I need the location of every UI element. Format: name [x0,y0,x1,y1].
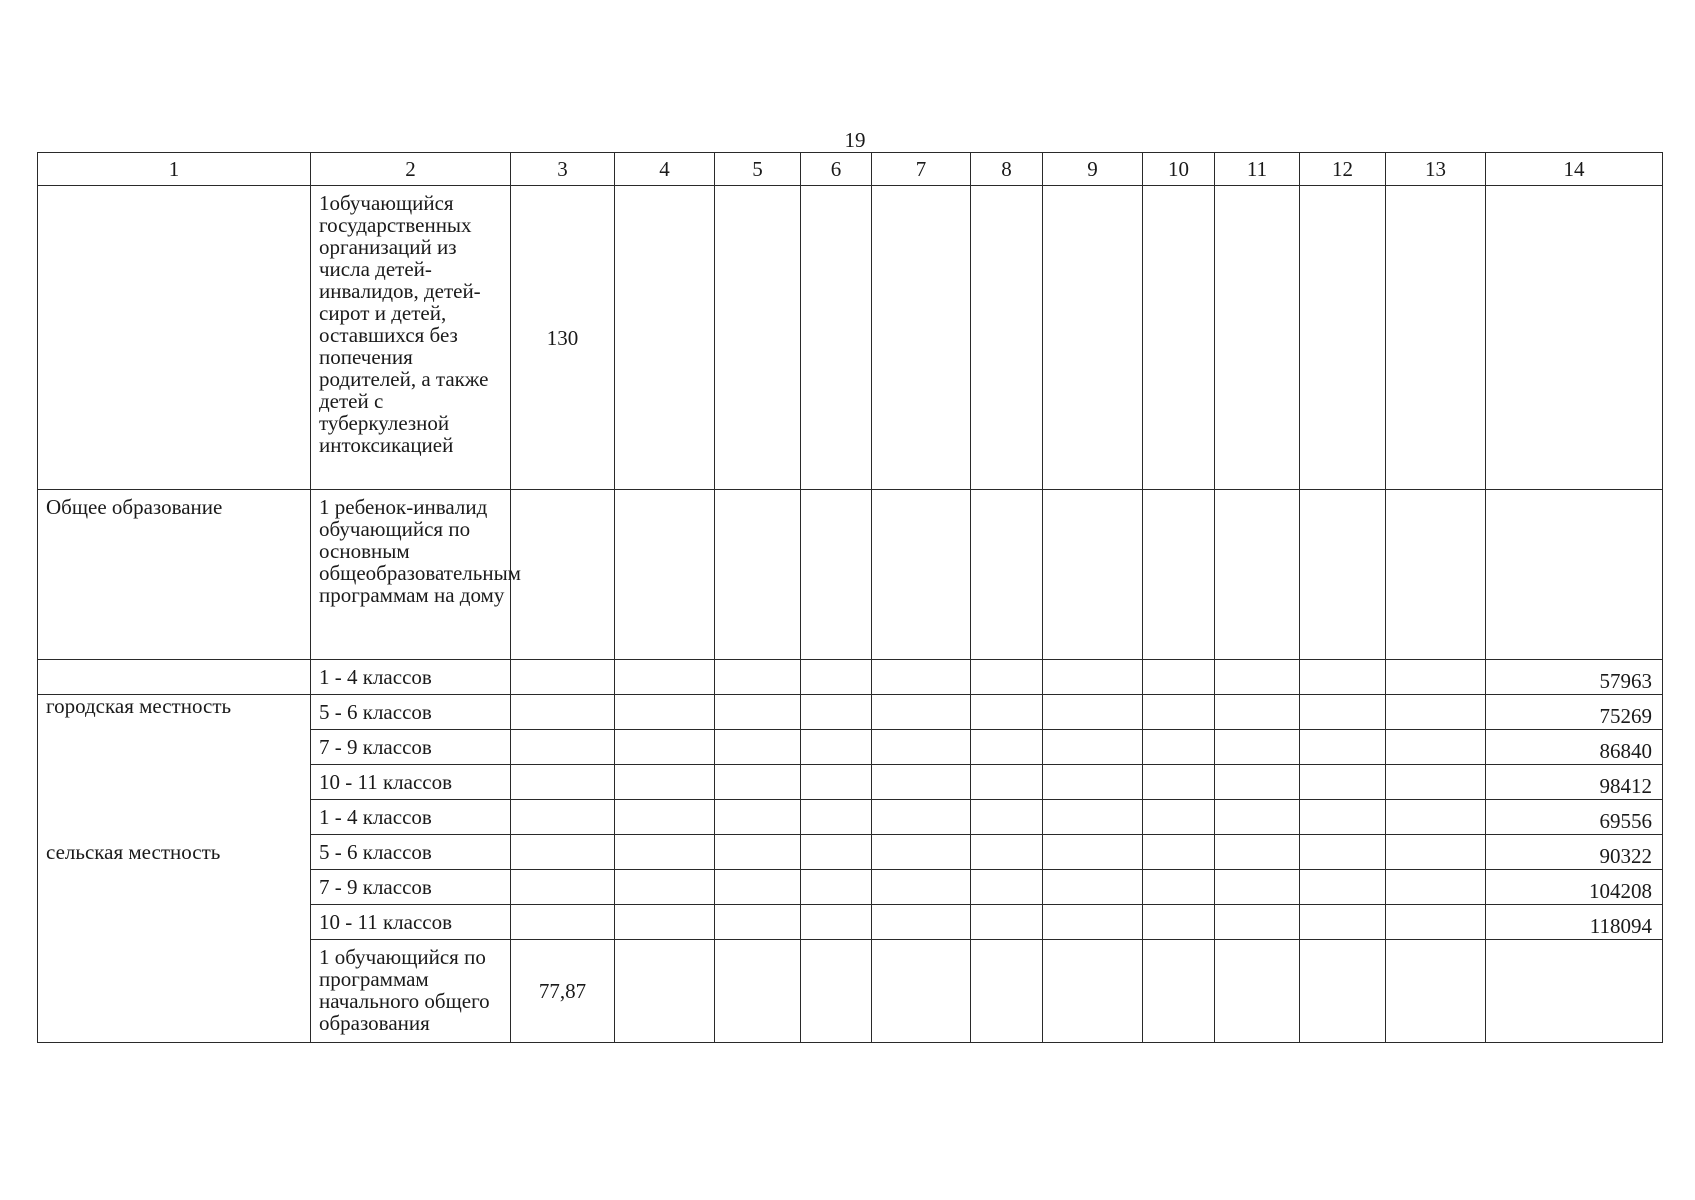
cell-empty [715,765,801,800]
cell-empty [1215,186,1300,490]
cell-empty [1143,186,1215,490]
cell-empty [1386,730,1486,765]
table-row [38,660,1663,695]
cell-empty [615,765,715,800]
grade-range-cell: 7 - 9 классов [311,870,511,905]
cell-empty [38,800,311,835]
cell-empty [1215,940,1300,1043]
cell-empty [971,490,1043,660]
cell-empty [1143,490,1215,660]
cell-empty [1043,660,1143,695]
cell-empty [971,765,1043,800]
cell-empty [615,186,715,490]
cell-empty [1215,490,1300,660]
header-col-6: 6 [801,153,872,186]
cell-empty [1043,765,1143,800]
cell-empty [801,940,872,1043]
cell-empty [1215,800,1300,835]
cell-empty [715,905,801,940]
cell-empty [615,695,715,730]
cell-empty [872,870,971,905]
cell-empty [511,905,615,940]
section-label: Общее образование [38,490,311,660]
cell-empty [1386,835,1486,870]
table-row [38,695,1663,730]
cell-empty [38,765,311,800]
header-col-5: 5 [715,153,801,186]
cell-empty [1386,695,1486,730]
cell-empty [872,186,971,490]
tariff-table [37,152,1663,1043]
cell-empty [615,660,715,695]
cell-empty [971,870,1043,905]
cell-empty [1043,730,1143,765]
cell-empty [715,940,801,1043]
cell-empty [615,800,715,835]
cell-empty [615,835,715,870]
grade-range-cell: 7 - 9 классов [311,730,511,765]
table-row [38,186,1663,490]
cell-empty [38,905,311,940]
table-row [38,800,1663,835]
cell-empty [511,660,615,695]
cell-empty [1300,660,1386,695]
cell-empty [511,730,615,765]
grade-range-cell: 10 - 11 классов [311,765,511,800]
cell-empty [872,835,971,870]
grade-range-cell: 5 - 6 классов [311,835,511,870]
header-col-3: 3 [511,153,615,186]
cell-empty [1386,765,1486,800]
cell-empty [1143,660,1215,695]
value-cell: 77,87 [511,940,615,1043]
cell-empty [872,660,971,695]
cell-empty [872,490,971,660]
header-col-12: 12 [1300,153,1386,186]
area-label: городская местность [38,695,311,730]
cell-empty [38,660,311,695]
cell-empty [1143,905,1215,940]
cell-empty [971,835,1043,870]
header-col-9: 9 [1043,153,1143,186]
cell-empty [1043,695,1143,730]
cell-empty [1043,800,1143,835]
cell-empty [872,730,971,765]
cell-empty [715,800,801,835]
cell-empty [1300,835,1386,870]
cell-empty [38,730,311,765]
cell-empty [1143,800,1215,835]
table-row [38,905,1663,940]
cell-empty [1215,765,1300,800]
cell-empty [801,730,872,765]
cell-empty [1486,490,1663,660]
cell-empty [1215,695,1300,730]
cell-empty [615,870,715,905]
cell-empty [971,695,1043,730]
cell-empty [511,835,615,870]
grade-range-cell: 5 - 6 классов [311,695,511,730]
cell-empty [971,800,1043,835]
amount-cell: 69556 [1486,800,1663,835]
table-row [38,870,1663,905]
value-cell: 130 [511,186,615,490]
cell-empty [715,730,801,765]
cell-empty [872,695,971,730]
table-row [38,835,1663,870]
cell-empty [1386,490,1486,660]
cell-empty [511,870,615,905]
amount-cell: 98412 [1486,765,1663,800]
cell-empty [511,765,615,800]
cell-empty [801,695,872,730]
cell-empty [1300,905,1386,940]
cell-empty [872,800,971,835]
cell-empty [801,186,872,490]
cell-empty [1143,835,1215,870]
cell-empty [872,940,971,1043]
grade-range-cell: 1 - 4 классов [311,800,511,835]
cell-empty [38,940,311,1043]
cell-empty [1486,186,1663,490]
cell-empty [1300,490,1386,660]
cell-empty [715,660,801,695]
cell-empty [971,186,1043,490]
cell-empty [801,905,872,940]
amount-cell: 90322 [1486,835,1663,870]
table-row [38,940,1663,1043]
cell-empty [971,905,1043,940]
cell-empty [1043,870,1143,905]
header-col-11: 11 [1215,153,1300,186]
cell-empty [1143,765,1215,800]
header-col-8: 8 [971,153,1043,186]
cell-empty [1386,870,1486,905]
cell-empty [1215,835,1300,870]
cell-empty [715,835,801,870]
category-cell: 1обучающийся государственных организаций из числа детей-инвалидов, детей-сирот и детей, оставшихся без попечения родителей, а также детей с туберкулезной интоксикацией [311,186,511,490]
category-cell: 1 обучающийся по программам начального общего образования [311,940,511,1043]
cell-empty [615,490,715,660]
cell-empty [1386,800,1486,835]
cell-empty [801,835,872,870]
grade-range-cell: 1 - 4 классов [311,660,511,695]
cell-empty [801,800,872,835]
cell-empty [1143,695,1215,730]
cell-empty [1215,870,1300,905]
header-col-10: 10 [1143,153,1215,186]
cell-empty [1215,905,1300,940]
cell-empty [1043,490,1143,660]
cell-empty [872,905,971,940]
cell-empty [1215,730,1300,765]
cell-empty [1386,660,1486,695]
cell-empty [715,870,801,905]
cell-empty [971,730,1043,765]
cell-empty [1386,940,1486,1043]
header-col-4: 4 [615,153,715,186]
amount-cell: 75269 [1486,695,1663,730]
cell-empty [1300,800,1386,835]
cell-empty [1043,905,1143,940]
area-label: сельская местность [38,835,311,870]
cell-empty [615,940,715,1043]
table-row [38,490,1663,660]
amount-cell: 104208 [1486,870,1663,905]
cell-empty [1486,940,1663,1043]
cell-empty [1300,695,1386,730]
cell-empty [1300,940,1386,1043]
cell-empty [1300,186,1386,490]
cell-empty [801,870,872,905]
cell-empty [615,730,715,765]
cell-empty [971,660,1043,695]
header-row [38,153,1663,186]
page-number: 19 [844,128,866,152]
cell-empty [511,695,615,730]
amount-cell: 118094 [1486,905,1663,940]
cell-empty [715,695,801,730]
cell-empty [1386,905,1486,940]
grade-range-cell: 10 - 11 классов [311,905,511,940]
cell-empty [715,186,801,490]
cell-empty [615,905,715,940]
header-col-7: 7 [872,153,971,186]
cell-empty [801,765,872,800]
cell-empty [971,940,1043,1043]
cell-empty [1215,660,1300,695]
cell-empty [1300,765,1386,800]
category-cell: 1 ребенок-инвалид обучающийся по основным общеобразовательным программам на дому [311,490,511,660]
cell-empty [715,490,801,660]
cell-empty [1300,870,1386,905]
table-row [38,730,1663,765]
cell-empty [1043,835,1143,870]
cell-empty [38,186,311,490]
header-col-14: 14 [1486,153,1663,186]
table-row [38,765,1663,800]
cell-empty [511,490,615,660]
amount-cell: 57963 [1486,660,1663,695]
cell-empty [1143,870,1215,905]
cell-empty [801,490,872,660]
header-col-1: 1 [38,153,311,186]
cell-empty [1043,186,1143,490]
cell-empty [872,765,971,800]
cell-empty [1386,186,1486,490]
cell-empty [1300,730,1386,765]
cell-empty [38,870,311,905]
header-col-2: 2 [311,153,511,186]
cell-empty [1143,940,1215,1043]
cell-empty [1043,940,1143,1043]
cell-empty [1143,730,1215,765]
cell-empty [511,800,615,835]
amount-cell: 86840 [1486,730,1663,765]
cell-empty [801,660,872,695]
header-col-13: 13 [1386,153,1486,186]
